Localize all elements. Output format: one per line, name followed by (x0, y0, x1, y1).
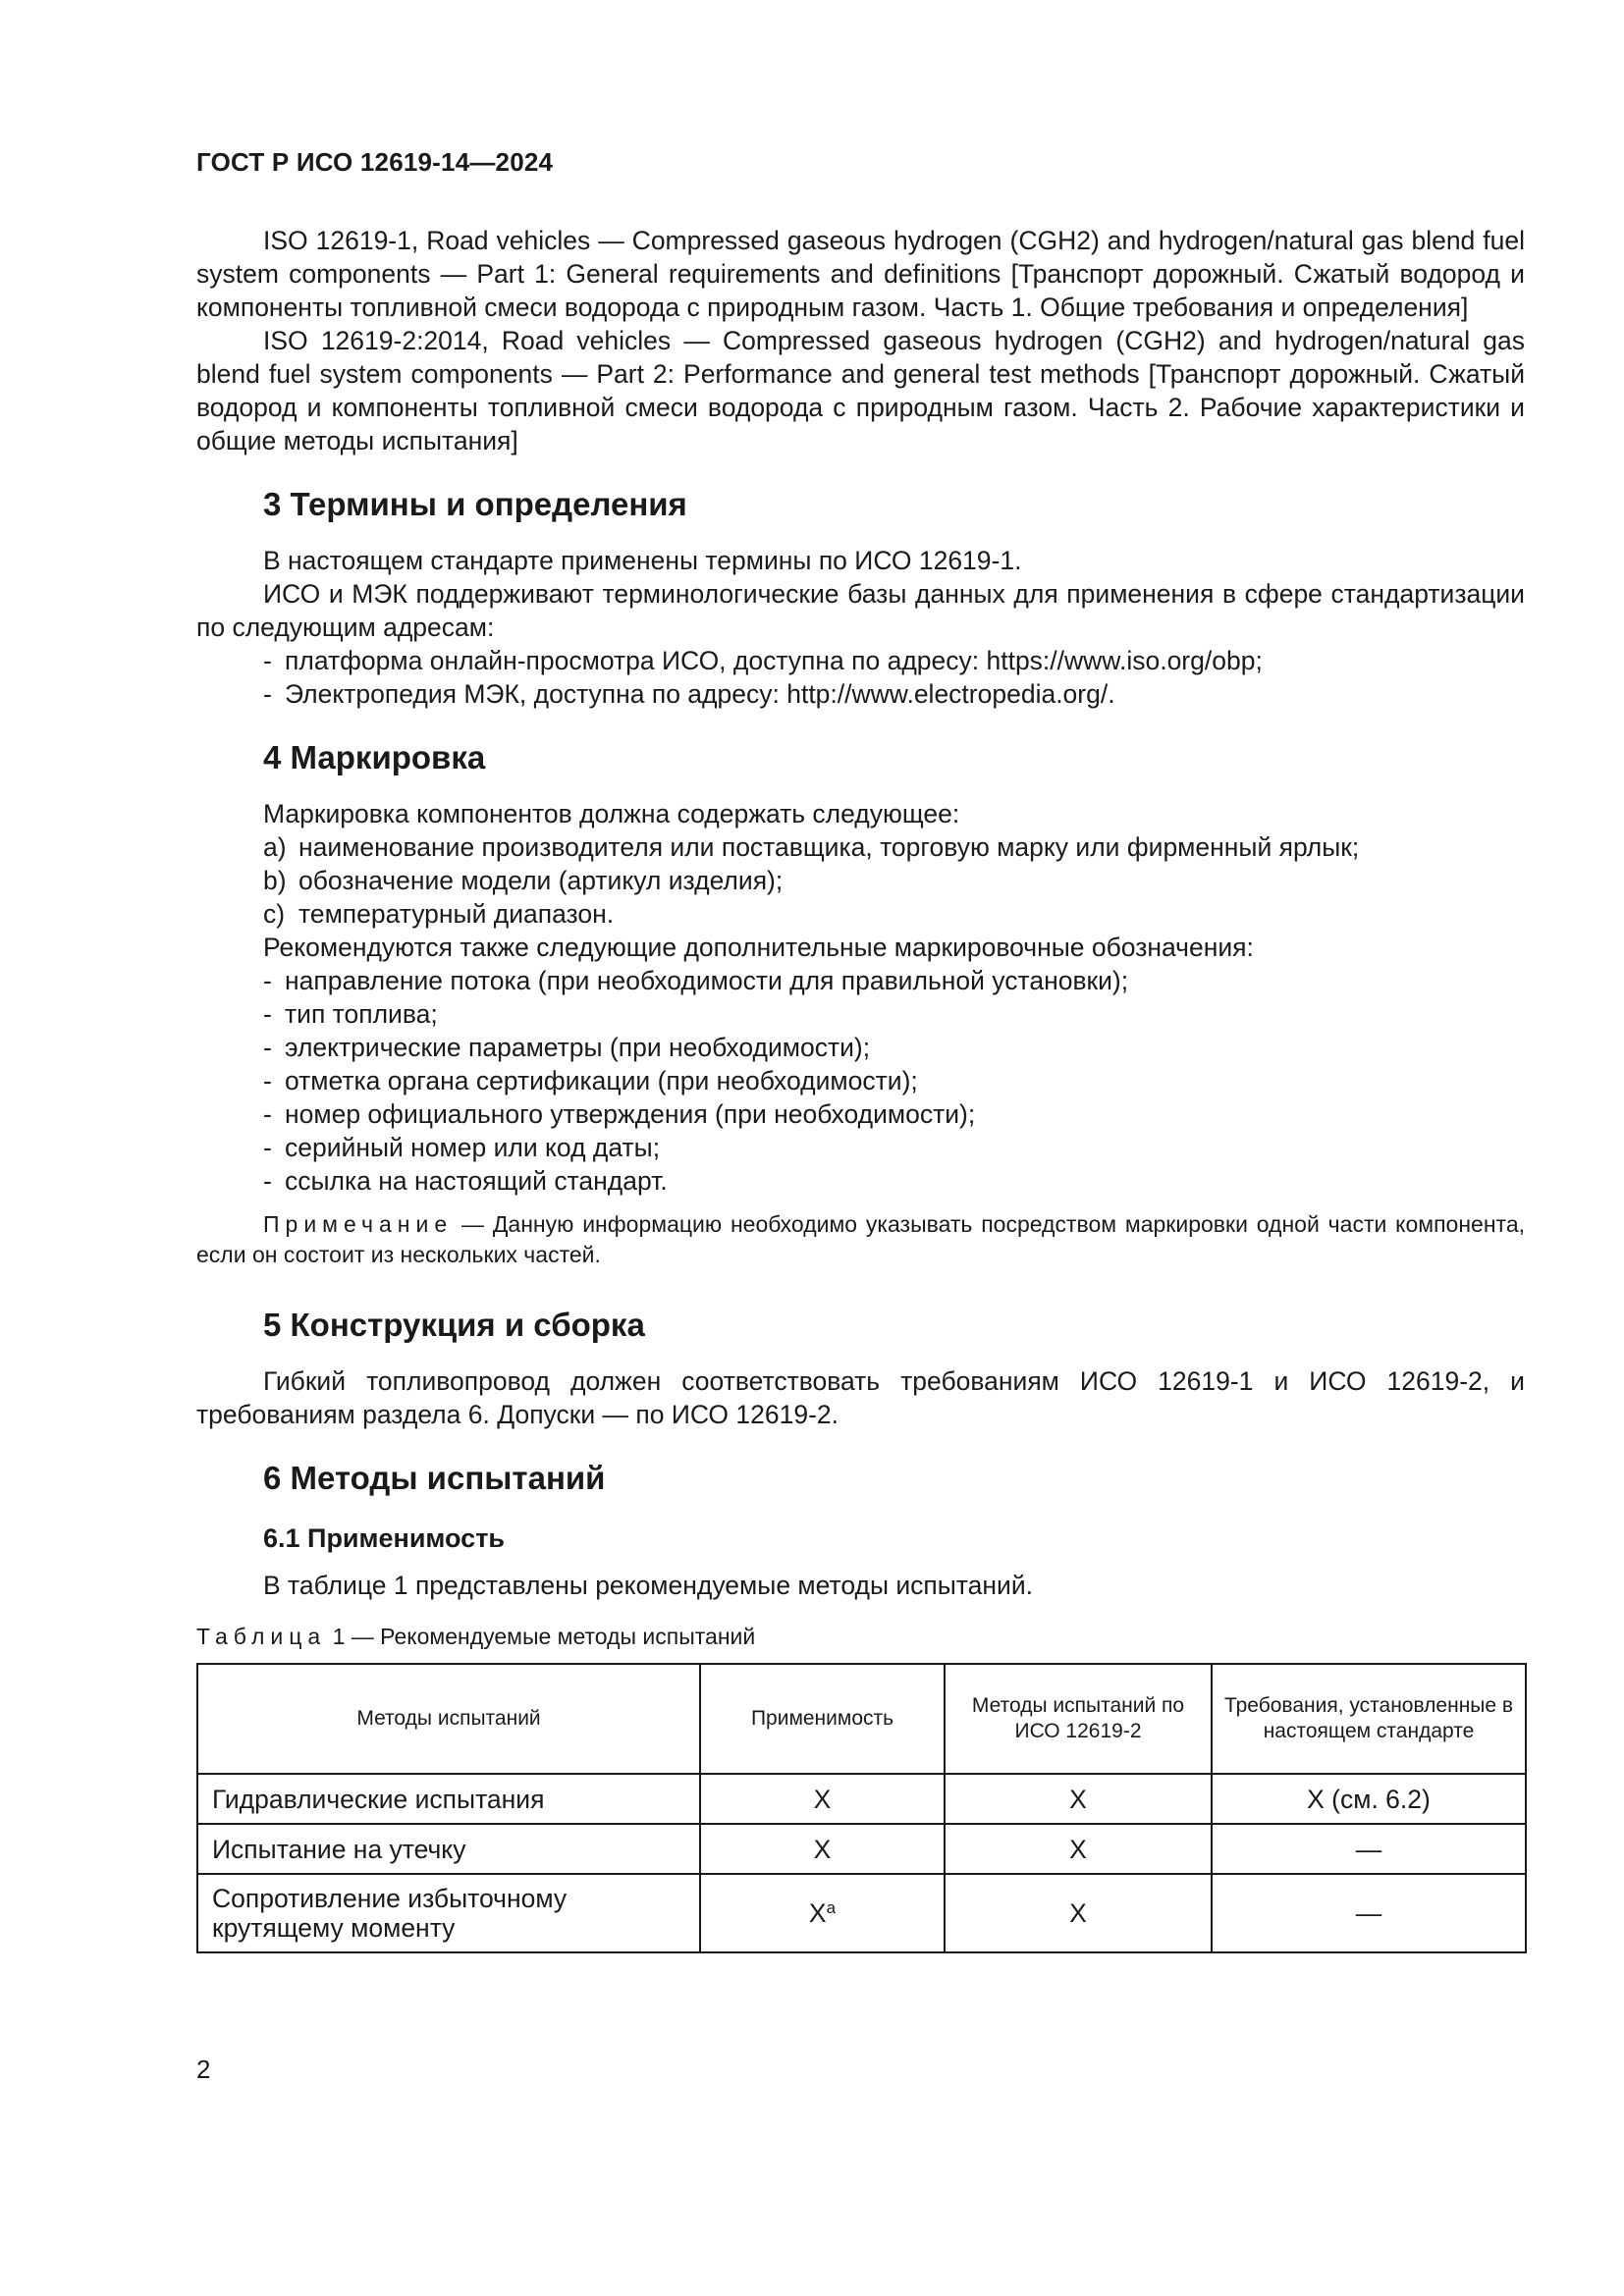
section-4-paragraph-1: Маркировка компонентов должна содержать следующее: (263, 799, 960, 828)
section-6-paragraph-1: В таблице 1 представлены рекомендуемые методы испытаний. (263, 1571, 1033, 1600)
table-cell: X (945, 1824, 1212, 1874)
list-item-text: электрические параметры (при необходимости); (285, 1033, 871, 1062)
section-5-title: 5 Конструкция и сборка (263, 1307, 645, 1343)
test-methods-table (196, 1663, 1527, 1953)
table-cell: X (см. 6.2) (1212, 1774, 1526, 1824)
list-marker: c) (263, 899, 286, 929)
table-cell: X (945, 1874, 1212, 1952)
list-item (196, 1097, 1525, 1131)
bullet-dash: - (263, 1066, 272, 1095)
bullet-dash: - (263, 1133, 272, 1162)
section-3-paragraph-1: В настоящем стандарте применены термины по ИСО 12619-1. (263, 546, 1022, 575)
list-item (196, 1131, 1525, 1164)
section-3-title: 3 Термины и определения (263, 486, 687, 522)
list-item (196, 644, 1525, 677)
table-cell-value: X (808, 1898, 827, 1928)
subsection-6-1-title: 6.1 Применимость (263, 1523, 506, 1553)
footnote-marker: a (826, 1898, 837, 1917)
document-body (196, 224, 1525, 1953)
section-4-paragraph-2: Рекомендуются также следующие дополнительные маркировочные обозначения: (263, 933, 1254, 962)
table-cell: — (1212, 1824, 1526, 1874)
list-marker: b) (263, 866, 287, 895)
section-3-paragraph-2: ИСО и МЭК поддерживают терминологические базы данных для применения в сфере стандартизации по следующим адресам: (196, 579, 1525, 642)
list-item (196, 677, 1525, 711)
bullet-dash: - (263, 966, 272, 995)
list-item-text: Электропедия МЭК, доступна по адресу: http://www.electropedia.org/. (285, 679, 1115, 709)
list-item (196, 864, 1525, 897)
table-cell: Сопротивление избыточному крутящему моменту (197, 1874, 700, 1952)
table-cell: Гидравлические испытания (197, 1774, 700, 1824)
list-item (196, 1031, 1525, 1064)
document-header: ГОСТ Р ИСО 12619-14—2024 (196, 147, 554, 177)
list-item (196, 897, 1525, 931)
list-item (196, 1164, 1525, 1198)
list-item-text: температурный диапазон. (298, 899, 615, 929)
list-item-text: серийный номер или код даты; (285, 1133, 661, 1162)
table-cell: — (1212, 1874, 1526, 1952)
table-header-cell: Применимость (700, 1664, 945, 1774)
list-item (196, 1064, 1525, 1097)
list-item-text: ссылка на настоящий стандарт. (285, 1166, 668, 1196)
list-item-text: номер официального утверждения (при необходимости); (285, 1099, 976, 1129)
note (196, 1209, 1525, 1270)
table-header-cell: Методы испытаний по ИСО 12619-2 (945, 1664, 1212, 1774)
list-item-text: отметка органа сертификации (при необходимости); (285, 1066, 918, 1095)
table-caption-label: Таблица (196, 1624, 327, 1649)
list-item-text: тип топлива; (285, 999, 438, 1029)
section-6-title: 6 Методы испытаний (263, 1460, 606, 1496)
bullet-dash: - (263, 679, 272, 709)
list-item-text: направление потока (при необходимости для правильной установки); (285, 966, 1129, 995)
list-item (196, 964, 1525, 997)
table-cell: X (700, 1824, 945, 1874)
list-item-text: наименование производителя или поставщика, торговую марку или фирменный ярлык; (298, 832, 1360, 862)
section-5-paragraph-1: Гибкий топливопровод должен соответствовать требованиям ИСО 12619-1 и ИСО 12619-2, и требованиям раздела 6. Допуски — по ИСО 12619-2. (196, 1366, 1525, 1429)
table-caption-text: 1 — Рекомендуемые методы испытаний (326, 1624, 756, 1649)
bullet-dash: - (263, 999, 272, 1029)
page-number: 2 (196, 2055, 211, 2084)
list-item-text: обозначение модели (артикул изделия); (298, 866, 784, 895)
reference-iso-12619-2: ISO 12619-2:2014, Road vehicles — Compressed gaseous hydrogen (CGH2) and hydrogen/natural gas blend fuel system components — Part 2: Performance and general test methods [Транспорт дорожный. Сжатый водород и компоненты топливной смеси водорода с природным газом. Часть 2. Рабочие характеристики и общие методы испытания] (196, 326, 1525, 455)
bullet-dash: - (263, 1099, 272, 1129)
table-cell: X (945, 1774, 1212, 1824)
bullet-dash: - (263, 1166, 272, 1196)
list-item (196, 997, 1525, 1031)
table-row (197, 1874, 1526, 1952)
table-row (197, 1774, 1526, 1824)
note-label: Примечание (263, 1211, 454, 1237)
table-cell: X (700, 1774, 945, 1824)
table-caption (196, 1622, 1525, 1651)
note-text: — Данную информацию необходимо указывать посредством маркировки одной части компонента, если он состоит из нескольких частей. (196, 1211, 1525, 1267)
table-header-row (197, 1664, 1526, 1774)
reference-iso-12619-1: ISO 12619-1, Road vehicles — Compressed gaseous hydrogen (CGH2) and hydrogen/natural gas blend fuel system components — Part 1: General requirements and definitions [Транспорт дорожный. Сжатый водород и компоненты топливной смеси водорода с природным газом. Часть 1. Общие требования и определения] (196, 226, 1525, 322)
table-cell: Испытание на утечку (197, 1824, 700, 1874)
bullet-dash: - (263, 1033, 272, 1062)
table-header-cell: Методы испытаний (197, 1664, 700, 1774)
bullet-dash: - (263, 646, 272, 675)
list-item (196, 830, 1525, 864)
table-row (197, 1824, 1526, 1874)
table-header-cell: Требования, установленные в настоящем стандарте (1212, 1664, 1526, 1774)
list-item-text: платформа онлайн-просмотра ИСО, доступна по адресу: https://www.iso.org/obp; (285, 646, 1263, 675)
table-cell (700, 1874, 945, 1952)
section-4-title: 4 Маркировка (263, 739, 486, 775)
list-marker: a) (263, 832, 287, 862)
